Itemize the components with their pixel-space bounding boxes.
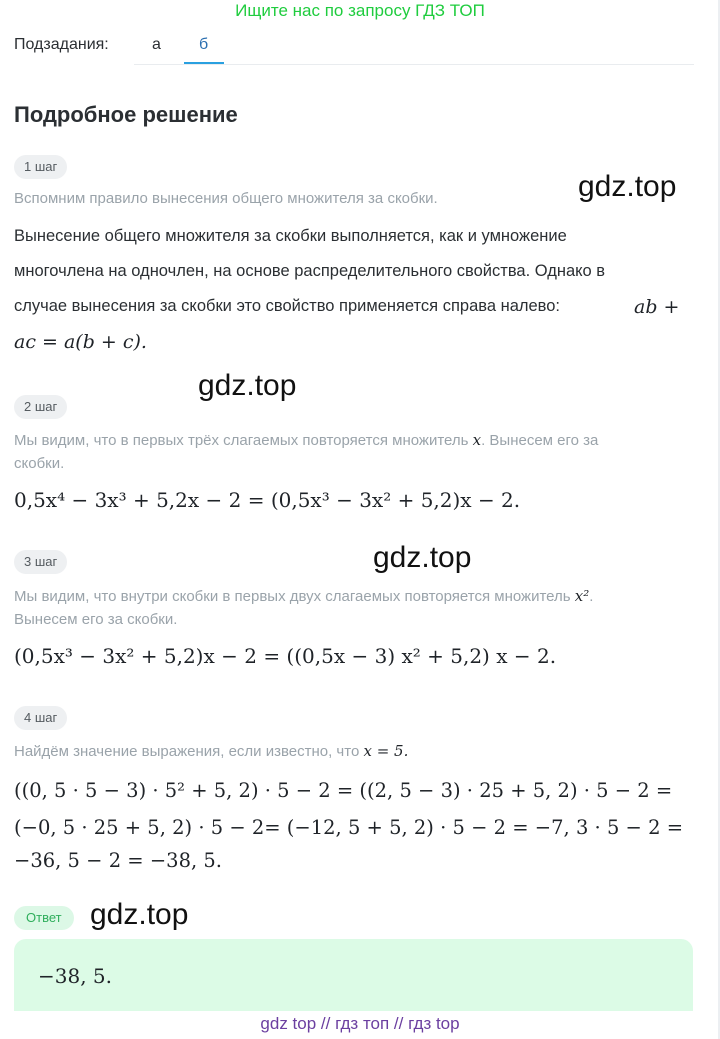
active-tab-indicator: [184, 62, 224, 64]
tab-subtask-a[interactable]: а: [152, 36, 161, 53]
step-1-text-line-3: случае вынесения за скобки это свойство применяется справа налево:: [14, 297, 561, 315]
step-1-hint: Вспомним правило вынесения общего множителя за скобки.: [14, 190, 438, 207]
answer-box: [14, 939, 693, 1011]
step-4-hint-math: x = 5.: [363, 742, 409, 760]
step-4-math-line-3: −36, 5 − 2 = −38, 5.: [14, 849, 222, 872]
watermark: gdz.top: [373, 541, 472, 574]
tab-subtask-b[interactable]: б: [199, 36, 209, 53]
watermark: gdz.top: [198, 369, 297, 402]
step-2-hint-text-end: . Вынесем его за: [481, 432, 599, 449]
step-3-badge: 3 шаг: [14, 550, 67, 574]
subtasks-label: Подзадания:: [14, 36, 109, 53]
step-4-math-line-1: ((0, 5 · 5 − 3) · 5² + 5, 2) · 5 − 2 = ((2, 5 − 3) · 25 + 5, 2) · 5 − 2 =: [14, 779, 673, 802]
step-3-hint-line-1: [14, 584, 593, 609]
answer-value: −38, 5.: [38, 964, 113, 988]
search-banner: Ищите нас по запросу ГДЗ ТОП: [235, 1, 485, 20]
step-1-badge: 1 шаг: [14, 155, 67, 179]
step-3-hint-line-2: Вынесем его за скобки.: [14, 611, 178, 628]
step-2-hint-line-1: [14, 428, 598, 453]
answer-badge: Ответ: [14, 906, 74, 930]
step-1-formula-part-2: ac = a(b + c).: [14, 331, 147, 353]
step-2-hint-variable: x: [472, 431, 482, 449]
step-4-hint-text: Найдём значение выражения, если известно, что: [14, 743, 360, 760]
step-2-math: 0,5x⁴ − 3x³ + 5,2x − 2 = (0,5x³ − 3x² + 5,2)x − 2.: [14, 488, 521, 512]
step-4-math-line-2: (−0, 5 · 25 + 5, 2) · 5 − 2= (−12, 5 + 5, 2) · 5 − 2 = −7, 3 · 5 − 2 =: [14, 816, 684, 839]
step-3-hint-variable: x²: [574, 587, 590, 605]
step-4-badge: 4 шаг: [14, 706, 67, 730]
footer-links: gdz top // гдз топ // гдз top: [260, 1014, 460, 1033]
watermark: gdz.top: [578, 170, 677, 203]
step-3-hint-text: Мы видим, что внутри скобки в первых двух слагаемых повторяется множитель: [14, 588, 571, 605]
step-4-hint: [14, 739, 408, 764]
step-1-text-line-1: Вынесение общего множителя за скобки выполняется, как и умножение: [14, 227, 567, 245]
tabs-divider: [134, 64, 694, 65]
section-title: Подробное решение: [14, 102, 238, 127]
watermark: gdz.top: [90, 898, 189, 931]
step-2-hint-text: Мы видим, что в первых трёх слагаемых повторяется множитель: [14, 432, 469, 449]
step-1-text-line-2: многочлена на одночлен, на основе распределительного свойства. Однако в: [14, 262, 606, 280]
step-1-formula-part-1: ab +: [634, 296, 680, 318]
step-3-hint-text-end: .: [589, 588, 594, 605]
step-2-badge: 2 шаг: [14, 395, 67, 419]
step-2-hint-line-2: скобки.: [14, 455, 65, 472]
step-3-math: (0,5x³ − 3x² + 5,2)x − 2 = ((0,5x − 3) x² + 5,2) x − 2.: [14, 644, 557, 668]
